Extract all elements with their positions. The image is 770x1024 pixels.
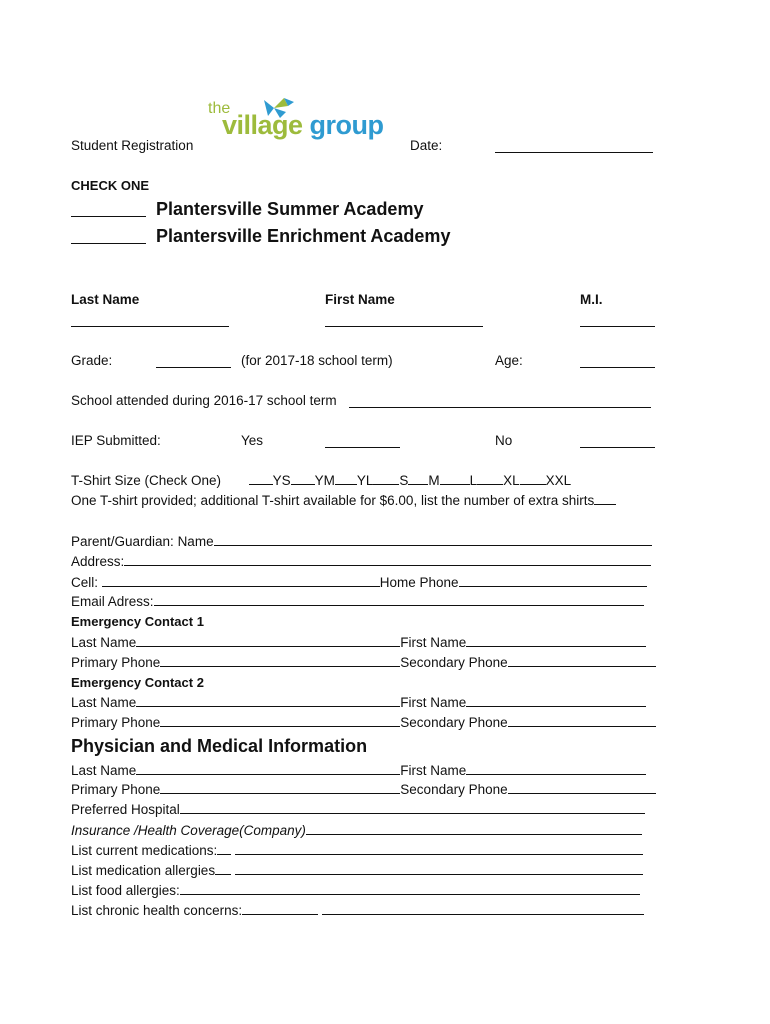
program-enrichment-label: Plantersville Enrichment Academy bbox=[156, 226, 451, 246]
size-ym-label: YM bbox=[314, 473, 335, 488]
ec1-primary-field[interactable] bbox=[160, 666, 400, 667]
school-attended-label: School attended during 2016-17 school term bbox=[71, 393, 337, 408]
ec1-secondary-field[interactable] bbox=[508, 666, 656, 667]
hospital-field[interactable] bbox=[180, 813, 645, 814]
ec2-first-label: First Name bbox=[400, 695, 467, 710]
home-phone-label: Home Phone bbox=[379, 575, 459, 590]
logo-group-text: group bbox=[302, 110, 384, 140]
size-m-checkbox[interactable] bbox=[408, 484, 428, 485]
medications-label: List current medications: bbox=[71, 843, 218, 858]
size-s-checkbox[interactable] bbox=[373, 484, 399, 485]
insurance-label: Insurance /Health Coverage(Company) bbox=[71, 823, 306, 838]
ec2-name-row bbox=[71, 695, 646, 710]
physician-name-row bbox=[71, 763, 646, 778]
medications-row bbox=[71, 843, 643, 858]
physician-primary-label: Primary Phone bbox=[71, 782, 161, 797]
ec1-secondary-label: Secondary Phone bbox=[400, 655, 508, 670]
physician-first-field[interactable] bbox=[466, 774, 646, 775]
village-group-logo bbox=[208, 96, 398, 148]
iep-yes-label: Yes bbox=[241, 433, 264, 448]
food-allergies-row bbox=[71, 883, 640, 898]
parent-name-field[interactable] bbox=[214, 545, 652, 546]
program-summer-checkbox[interactable] bbox=[71, 216, 146, 217]
check-one-label: CHECK ONE bbox=[71, 178, 150, 193]
chronic-field-short[interactable] bbox=[242, 914, 318, 915]
size-m-label: M bbox=[428, 473, 440, 488]
med-allergies-field[interactable] bbox=[235, 874, 643, 875]
grade-field[interactable] bbox=[156, 367, 231, 368]
food-allergies-label: List food allergies: bbox=[71, 883, 180, 898]
email-field[interactable] bbox=[154, 605, 644, 606]
physician-phone-row bbox=[71, 782, 656, 797]
physician-last-field[interactable] bbox=[136, 774, 400, 775]
first-name-field[interactable] bbox=[325, 326, 483, 327]
insurance-field[interactable] bbox=[306, 834, 642, 835]
physician-last-label: Last Name bbox=[71, 763, 137, 778]
mi-label: M.I. bbox=[580, 292, 603, 307]
physician-secondary-label: Secondary Phone bbox=[400, 782, 508, 797]
chronic-field[interactable] bbox=[322, 914, 644, 915]
ec1-first-label: First Name bbox=[400, 635, 467, 650]
med-allergies-label: List medication allergies bbox=[71, 863, 216, 878]
mi-field[interactable] bbox=[580, 326, 655, 327]
program-summer-label: Plantersville Summer Academy bbox=[156, 199, 424, 219]
food-allergies-field[interactable] bbox=[180, 894, 640, 895]
size-s-label: S bbox=[399, 473, 409, 488]
size-xxl-label: XXL bbox=[545, 473, 572, 488]
ec1-first-field[interactable] bbox=[466, 646, 646, 647]
ec2-phone-row bbox=[71, 715, 656, 730]
cell-field[interactable] bbox=[102, 586, 380, 587]
grade-label: Grade: bbox=[71, 353, 113, 368]
medications-field-short[interactable] bbox=[217, 854, 231, 855]
home-phone-field[interactable] bbox=[459, 586, 647, 587]
size-xl-label: XL bbox=[503, 473, 520, 488]
parent-name-row bbox=[71, 534, 652, 549]
extra-shirts-row bbox=[71, 493, 616, 508]
ec2-secondary-field[interactable] bbox=[508, 726, 656, 727]
size-yl-checkbox[interactable] bbox=[335, 484, 357, 485]
address-field[interactable] bbox=[124, 565, 651, 566]
med-allergies-field-short[interactable] bbox=[215, 874, 231, 875]
logo-wordmark bbox=[222, 110, 384, 141]
last-name-field[interactable] bbox=[71, 326, 229, 327]
physician-section-title: Physician and Medical Information bbox=[71, 736, 368, 756]
iep-no-field[interactable] bbox=[580, 447, 655, 448]
size-xxl-checkbox[interactable] bbox=[520, 484, 546, 485]
grade-term-note: (for 2017-18 school term) bbox=[241, 353, 393, 368]
med-allergies-row bbox=[71, 863, 643, 878]
email-label: Email Adress: bbox=[71, 594, 154, 609]
form-title: Student Registration bbox=[71, 138, 194, 153]
email-row bbox=[71, 594, 644, 609]
extra-shirts-label: One T-shirt provided; additional T-shirt available for $6.00, list the number of extra shirts bbox=[71, 493, 595, 508]
logo-the-text: the bbox=[208, 100, 231, 117]
first-name-label: First Name bbox=[325, 292, 395, 307]
ec1-phone-row bbox=[71, 655, 656, 670]
size-ym-checkbox[interactable] bbox=[291, 484, 315, 485]
chronic-row bbox=[71, 903, 644, 918]
ec2-primary-field[interactable] bbox=[160, 726, 400, 727]
tshirt-size-label: T-Shirt Size (Check One) bbox=[71, 473, 222, 488]
program-enrichment-checkbox[interactable] bbox=[71, 243, 146, 244]
age-label: Age: bbox=[495, 353, 523, 368]
extra-shirts-field[interactable] bbox=[594, 504, 616, 505]
ec1-name-row bbox=[71, 635, 646, 650]
size-ys-checkbox[interactable] bbox=[249, 484, 273, 485]
ec1-last-label: Last Name bbox=[71, 635, 137, 650]
size-yl-label: YL bbox=[356, 473, 374, 488]
iep-no-label: No bbox=[495, 433, 513, 448]
emergency-contact-1-title: Emergency Contact 1 bbox=[71, 614, 204, 629]
date-field[interactable] bbox=[495, 152, 653, 153]
cell-label: Cell: bbox=[71, 575, 102, 590]
parent-name-label: Parent/Guardian: Name bbox=[71, 534, 214, 549]
emergency-contact-2-title: Emergency Contact 2 bbox=[71, 675, 204, 690]
physician-primary-field[interactable] bbox=[160, 793, 400, 794]
iep-yes-field[interactable] bbox=[325, 447, 400, 448]
insurance-row bbox=[71, 823, 642, 838]
last-name-label: Last Name bbox=[71, 292, 140, 307]
address-row bbox=[71, 554, 651, 569]
address-label: Address: bbox=[71, 554, 125, 569]
cell-row bbox=[71, 575, 647, 590]
tshirt-size-row bbox=[71, 473, 571, 488]
ec1-last-field[interactable] bbox=[136, 646, 400, 647]
ec2-first-field[interactable] bbox=[466, 706, 646, 707]
hospital-row bbox=[71, 802, 645, 817]
school-attended-field[interactable] bbox=[349, 407, 651, 408]
ec2-last-label: Last Name bbox=[71, 695, 137, 710]
size-l-label: L bbox=[469, 473, 478, 488]
chronic-label: List chronic health concerns: bbox=[71, 903, 243, 918]
hospital-label: Preferred Hospital bbox=[71, 802, 180, 817]
date-label: Date: bbox=[410, 138, 443, 153]
ec2-primary-label: Primary Phone bbox=[71, 715, 161, 730]
logo-village-text: village bbox=[222, 110, 303, 140]
physician-secondary-field[interactable] bbox=[508, 793, 656, 794]
ec2-secondary-label: Secondary Phone bbox=[400, 715, 508, 730]
age-field[interactable] bbox=[580, 367, 655, 368]
size-ys-label: YS bbox=[272, 473, 291, 488]
size-l-checkbox[interactable] bbox=[440, 484, 470, 485]
ec1-primary-label: Primary Phone bbox=[71, 655, 161, 670]
iep-label: IEP Submitted: bbox=[71, 433, 161, 448]
medications-field[interactable] bbox=[235, 854, 643, 855]
ec2-last-field[interactable] bbox=[136, 706, 400, 707]
physician-first-label: First Name bbox=[400, 763, 467, 778]
size-xl-checkbox[interactable] bbox=[477, 484, 503, 485]
